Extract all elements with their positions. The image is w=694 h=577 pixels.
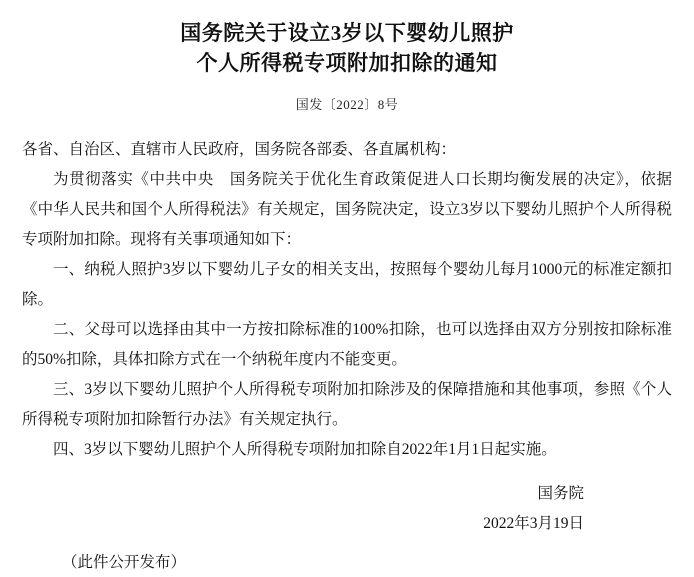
document-number: 国发〔2022〕8号 [295, 97, 399, 112]
paragraph-item-3: 三、3岁以下婴幼儿照护个人所得税专项附加扣除涉及的保障措施和其他事项，参照《个人所得税专项附加扣除暂行办法》有关规定执行。 [22, 381, 672, 428]
document-body [22, 135, 672, 465]
signature-date: 2022年3月19日 [483, 515, 584, 532]
recipient-line: 各省、自治区、直辖市人民政府，国务院各部委、各直属机构： [22, 141, 457, 158]
paragraph-intro: 为贯彻落实《中共中央 国务院关于优化生育政策促进人口长期均衡发展的决定》，依据《中华人民共和国个人所得税法》有关规定，国务院决定，设立3岁以下婴幼儿照护个人所得税专项附加扣除。现将有关事项通知如下： [22, 171, 672, 248]
title-line-1: 国务院关于设立3岁以下婴幼儿照护 [180, 21, 514, 45]
title-line-2: 个人所得税专项附加扣除的通知 [196, 51, 498, 75]
page-title [22, 18, 672, 78]
paragraph-item-1: 一、纳税人照护3岁以下婴幼儿子女的相关支出，按照每个婴幼儿每月1000元的标准定额扣除。 [22, 261, 672, 308]
signature-block [22, 479, 672, 539]
paragraph-item-2: 二、父母可以选择由其中一方按扣除标准的100%扣除，也可以选择由双方分别按扣除标准的50%扣除，具体扣除方式在一个纳税年度内不能变更。 [22, 321, 672, 368]
publication-note: （此件公开发布） [62, 554, 187, 571]
signature-issuer: 国务院 [537, 485, 584, 502]
paragraph-item-4: 四、3岁以下婴幼儿照护个人所得税专项附加扣除自2022年1月1日起实施。 [53, 441, 557, 458]
